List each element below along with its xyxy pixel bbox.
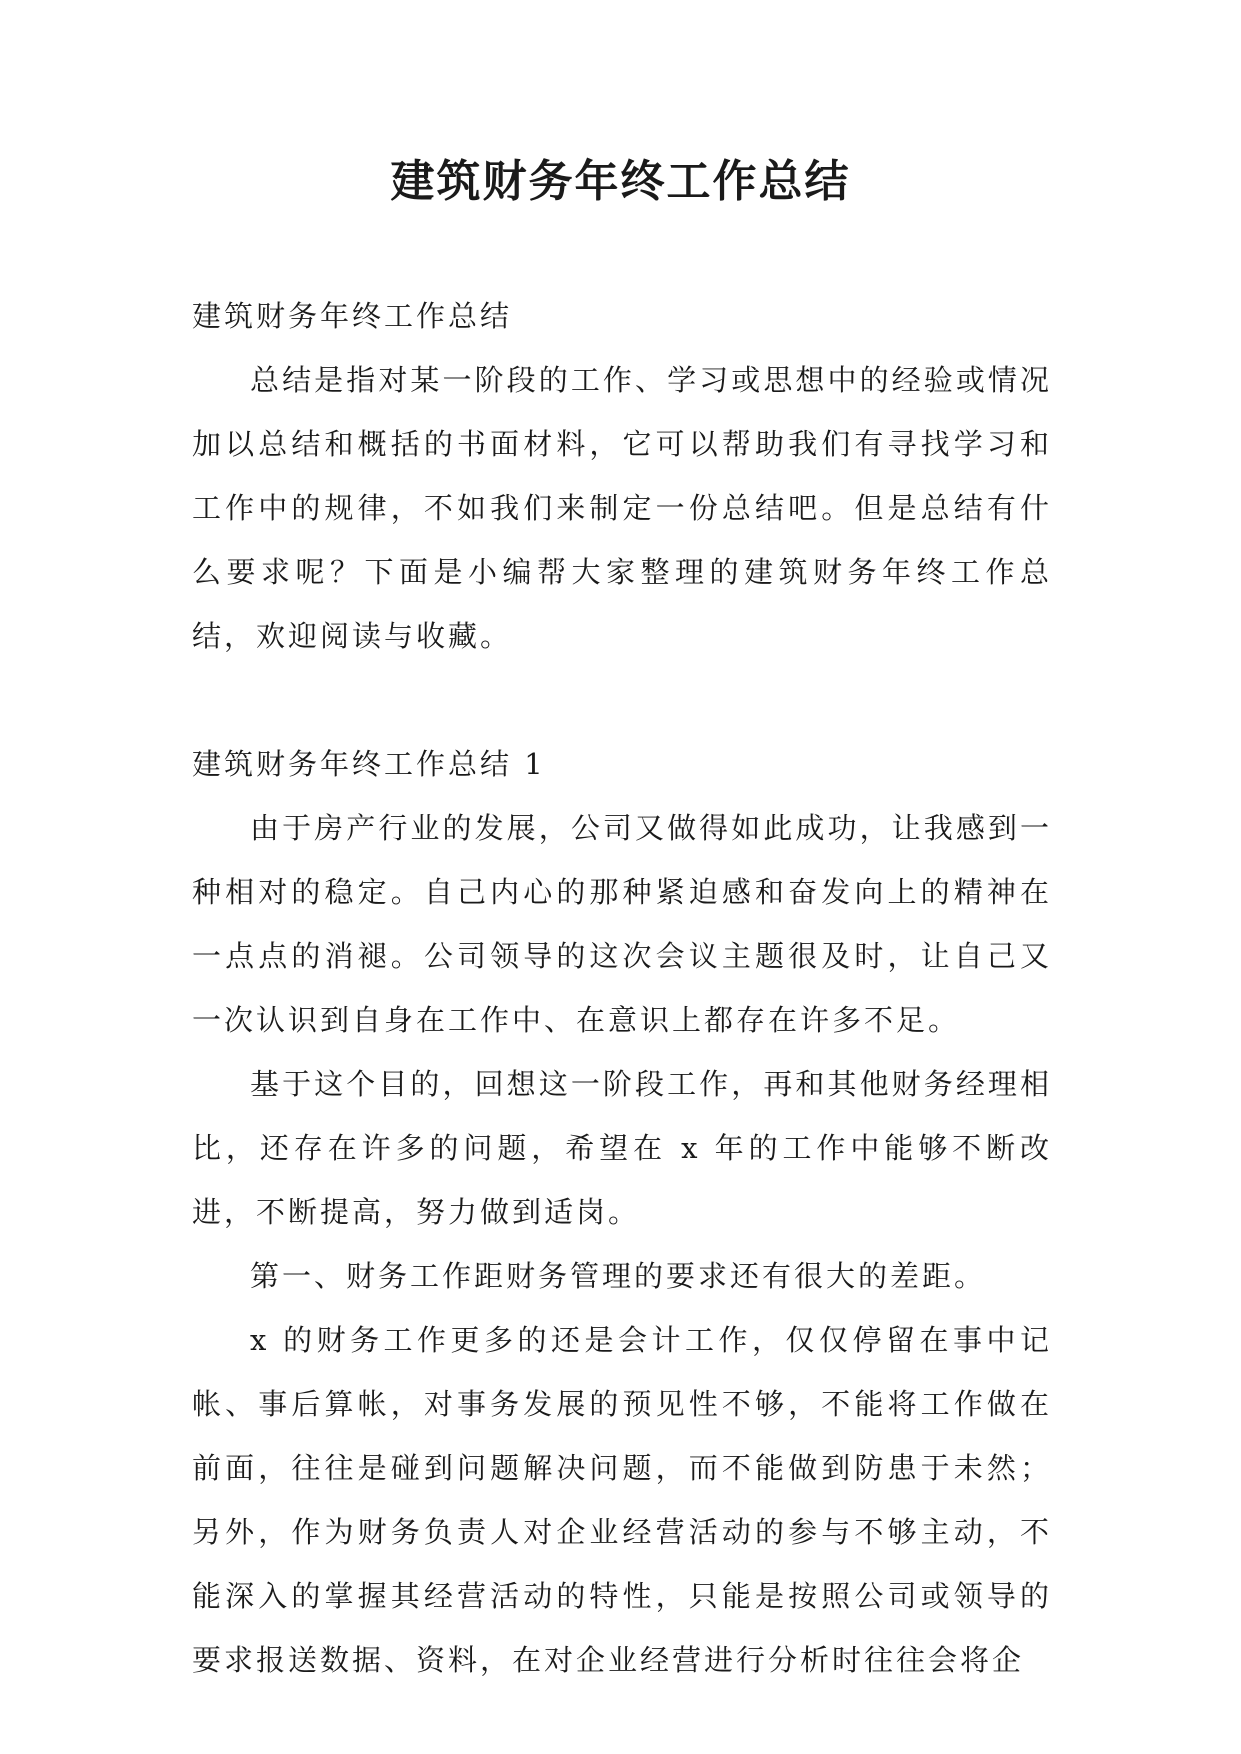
paragraph: x 的财务工作更多的还是会计工作，仅仅停留在事中记帐、事后算帐，对事务发展的预见性不够，不能将工作做在前面，往往是碰到问题解决问题，而不能做到防患于未然；另外，作为财务负责人对企业经营活动的参与不够主动，不能深入的掌握其经营活动的特性，只能是按照公司或领导的要求报送数据、资料，在对企业经营进行分析时往往会将企 [192, 1323, 1052, 1677]
paragraph: 基于这个目的，回想这一阶段工作，再和其他财务经理相比，还存在许多的问题，希望在 x 年的工作中能够不断改进，不断提高，努力做到适岗。 [192, 1067, 1052, 1229]
paragraph: 由于房产行业的发展，公司又做得如此成功，让我感到一种相对的稳定。自己内心的那种紧迫感和奋发向上的精神在一点点的消褪。公司领导的这次会议主题很及时，让自己又一次认识到自身在工作中、在意识上都存在许多不足。 [192, 811, 1052, 1037]
section-heading-1: 建筑财务年终工作总结 1 [192, 747, 546, 781]
document-title: 建筑财务年终工作总结 [390, 156, 851, 207]
document-body [192, 284, 1052, 1692]
intro-paragraph: 总结是指对某一阶段的工作、学习或思想中的经验或情况加以总结和概括的书面材料，它可以帮助我们有寻找学习和工作中的规律，不如我们来制定一份总结吧。但是总结有什么要求呢？下面是小编帮大家整理的建筑财务年终工作总结，欢迎阅读与收藏。 [192, 363, 1052, 653]
document-subtitle: 建筑财务年终工作总结 [192, 299, 513, 333]
paragraph: 第一、财务工作距财务管理的要求还有很大的差距。 [250, 1259, 987, 1293]
